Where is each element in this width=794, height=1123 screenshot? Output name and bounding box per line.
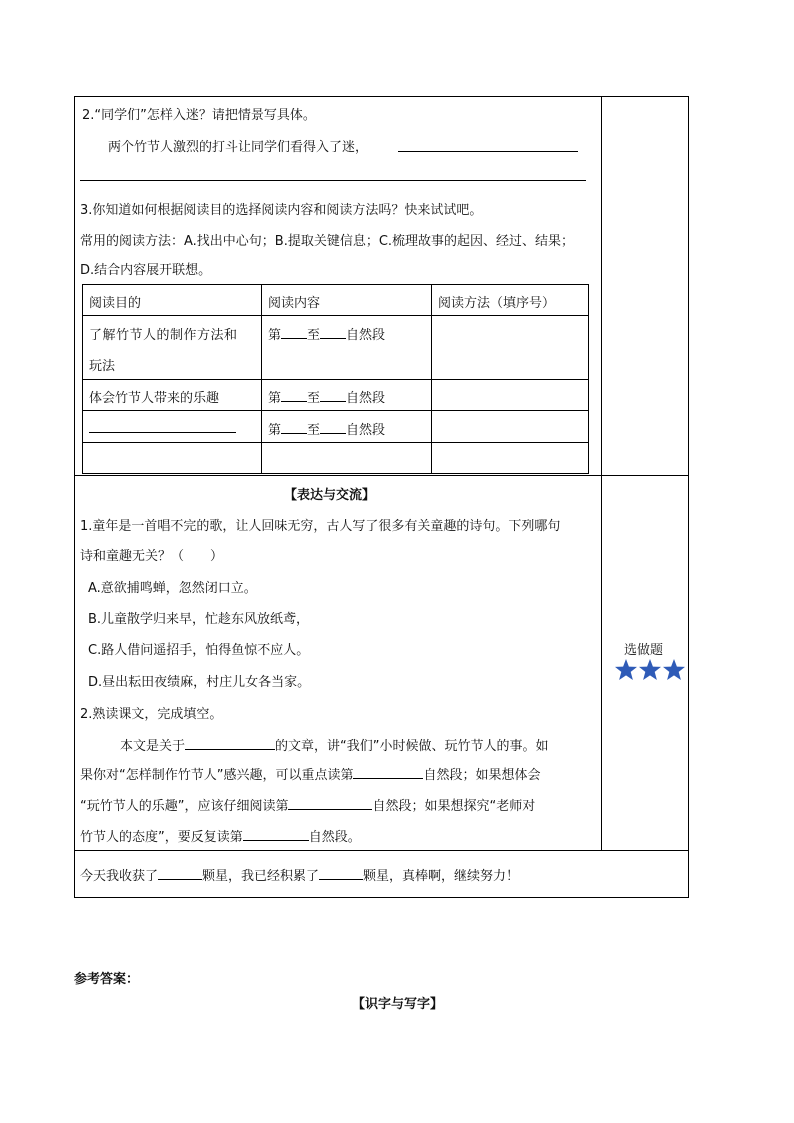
row-divider-1	[74, 475, 689, 476]
star-icon	[614, 658, 638, 682]
stars-total-blank[interactable]	[319, 865, 363, 880]
fill-blank-fun[interactable]	[288, 795, 372, 810]
fill-text: 竹节人的态度”，要反复读第	[80, 830, 243, 845]
rt-content-prefix: 第	[268, 391, 282, 406]
answers-heading: 【识字与写字】	[352, 997, 444, 1012]
fill-line-1	[120, 735, 549, 754]
rt-content-suffix: 自然段	[346, 328, 386, 343]
fill-blank-make[interactable]	[353, 764, 423, 779]
fill-line-4	[80, 826, 361, 845]
column-divider	[601, 96, 602, 850]
rt-row3-content	[268, 419, 385, 438]
answers-label: 参考答案：	[74, 972, 140, 987]
fill-line-3	[80, 795, 535, 814]
rt-content-prefix: 第	[268, 328, 282, 343]
rt-header-purpose: 阅读目的	[89, 296, 142, 311]
rt-row3-to-blank[interactable]	[320, 419, 346, 434]
s2-q1-line2: 诗和童趣无关？（ ）	[80, 549, 224, 564]
rt-v2	[431, 284, 432, 474]
q2-title: 2.“同学们”怎样入迷？请把情景写具体。	[82, 108, 316, 123]
rt-row2-content	[268, 387, 385, 406]
star-icon	[662, 658, 686, 682]
rt-row1-from-blank[interactable]	[281, 324, 307, 339]
q3-methods-line1: 常用的阅读方法：A.找出中心句；B.提取关键信息；C.梳理故事的起因、经过、结果；	[80, 234, 575, 249]
q2-sentence: 两个竹节人激烈的打斗让同学们看得入了迷，	[108, 140, 369, 155]
option-c: C.路人借问遥招手，怕得鱼惊不应人。	[88, 643, 310, 658]
table-border-left	[74, 96, 75, 898]
rt-row1-content	[268, 324, 385, 343]
rt-row3-from-blank[interactable]	[281, 419, 307, 434]
summary-text: 颗星，我已经积累了	[202, 869, 320, 884]
rt-v3	[588, 284, 589, 474]
fill-text: 自然段。	[308, 830, 361, 845]
s2-q1-line1: 1.童年是一首唱不完的歌，让人回味无穷，古人写了很多有关童趣的诗句。下列哪句	[80, 519, 561, 534]
fill-blank-topic[interactable]	[185, 735, 275, 750]
option-a: A.意欲捕鸣蝉，忽然闭口立。	[88, 581, 257, 596]
summary-text: 今天我收获了	[80, 869, 159, 884]
s2-q2-title: 2.熟读课文，完成填空。	[80, 707, 223, 722]
option-b: B.儿童散学归来早，忙趁东风放纸鸢，	[88, 612, 310, 627]
rt-v0	[82, 284, 83, 474]
rt-row1-to-blank[interactable]	[320, 324, 346, 339]
q3-title: 3.你知道如何根据阅读目的选择阅读内容和阅读方法吗？快来试试吧。	[80, 203, 483, 218]
rt-h1	[82, 315, 589, 316]
rt-content-suffix: 自然段	[346, 391, 386, 406]
rt-h4	[82, 442, 589, 443]
fill-text: 本文是关于	[120, 739, 186, 754]
rt-header-content: 阅读内容	[268, 296, 321, 311]
rt-h3	[82, 410, 589, 411]
stars-earned-blank[interactable]	[158, 865, 202, 880]
expression-heading: 【表达与交流】	[284, 488, 376, 503]
fill-text: “玩竹节人的乐趣”，应该仔细阅读第	[80, 799, 289, 814]
table-border-bottom	[74, 897, 689, 898]
q2-answer-blank-1[interactable]	[398, 151, 578, 152]
optional-label: 选做题	[624, 643, 664, 658]
fill-text: 果你对“怎样制作竹节人”感兴趣，可以重点读第	[80, 768, 354, 783]
rt-row2-purpose: 体会竹节人带来的乐趣	[89, 391, 220, 406]
summary-line	[80, 865, 519, 884]
rt-h2	[82, 379, 589, 380]
rt-content-suffix: 自然段	[346, 423, 386, 438]
fill-text: 的文章，讲“我们”小时候做、玩竹节人的事。如	[275, 739, 549, 754]
rt-row1-purpose-line1: 了解竹节人的制作方法和	[89, 328, 238, 343]
table-border-right	[688, 96, 689, 898]
rt-h0	[82, 284, 589, 285]
rt-content-prefix: 第	[268, 423, 282, 438]
table-border-top	[74, 96, 689, 97]
fill-text: 自然段；如果想探究“老师对	[372, 799, 536, 814]
rt-content-mid: 至	[307, 391, 321, 406]
rt-v1	[261, 284, 262, 474]
star-icon	[638, 658, 662, 682]
rt-content-mid: 至	[307, 423, 321, 438]
fill-blank-teacher[interactable]	[243, 826, 309, 841]
rt-row3-purpose-blank[interactable]	[89, 432, 236, 433]
rt-header-method: 阅读方法（填序号）	[438, 296, 556, 311]
q2-answer-blank-2[interactable]	[80, 180, 586, 181]
fill-text: 自然段；如果想体会	[423, 768, 541, 783]
rt-row2-from-blank[interactable]	[281, 387, 307, 402]
rt-row1-purpose-line2: 玩法	[89, 359, 116, 374]
rt-h5	[82, 473, 589, 474]
row-divider-2	[74, 850, 689, 851]
option-d: D.昼出耘田夜绩麻，村庄儿女各当家。	[88, 675, 311, 690]
summary-text: 颗星，真棒啊，继续努力！	[363, 869, 520, 884]
rt-content-mid: 至	[307, 328, 321, 343]
fill-line-2	[80, 764, 541, 783]
q3-methods-line2: D.结合内容展开联想。	[80, 263, 212, 278]
rt-row2-to-blank[interactable]	[320, 387, 346, 402]
